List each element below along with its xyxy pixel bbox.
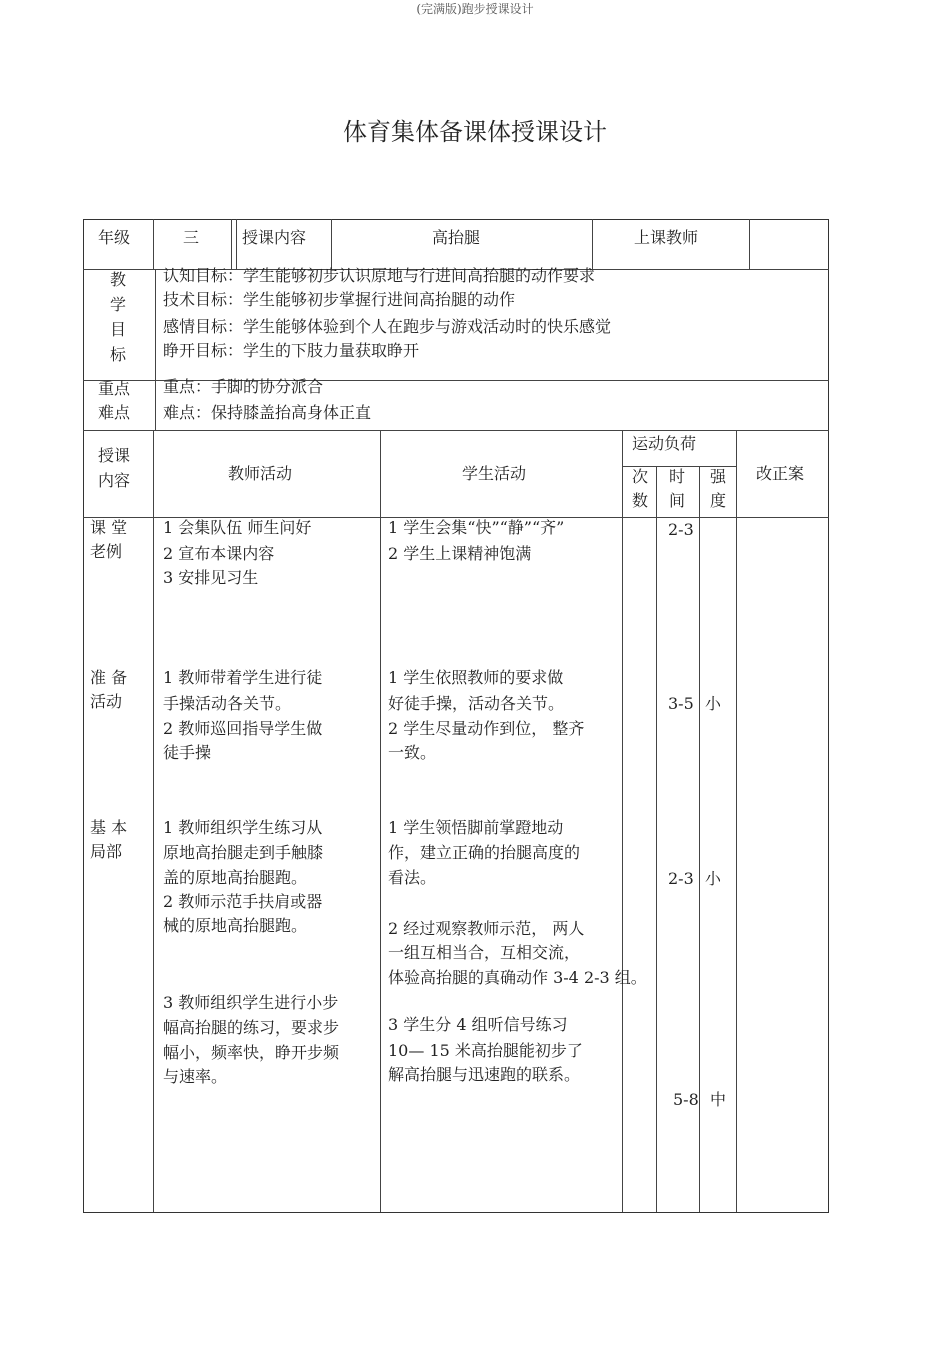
col-content-label-2: 内容 [98,471,131,490]
col-teacher-activity: 教师活动 [228,464,293,483]
col-time-2: 间 [669,491,686,510]
col-intensity-2: 度 [710,491,727,510]
col-exercise-load: 运动负荷 [632,434,697,453]
page-title: 体育集体备课体授课设计 [343,118,607,146]
col-content-label-1: 授课 [98,446,131,465]
goal-technical: 技术目标：学生能够初步掌握行进间高抬腿的动作 [163,290,516,309]
goal-cognitive: 认知目标：学生能够初步认识原地与行进间高抬腿的动作要求 [163,266,596,285]
keypoint-label-2: 难点 [98,403,131,422]
content-label: 授课内容 [242,228,307,247]
content-value: 高抬腿 [432,228,481,247]
teacher-label: 上课教师 [634,228,699,247]
col-count-1: 次 [632,467,649,486]
keypoint-focus: 重点：手脚的协分派合 [163,377,324,396]
page-header: (完满版)跑步授课设计 [416,2,534,16]
col-count-2: 数 [632,491,649,510]
col-revision: 改正案 [756,464,805,483]
keypoint-difficulty: 难点：保持膝盖抬高身体正直 [163,403,372,422]
col-student-activity: 学生活动 [462,464,527,483]
grade-value: 三 [183,228,200,247]
col-intensity-1: 强 [710,467,727,486]
grade-label: 年级 [98,228,131,247]
goal-emotional: 感情目标：学生能够体验到个人在跑步与游戏活动时的快乐感觉 [163,317,612,336]
col-time-1: 时 [669,467,686,486]
keypoint-label-1: 重点 [98,379,131,398]
goals-label: 教 学 目 标 [109,270,126,364]
goal-development: 睁开目标：学生的下肢力量获取睁开 [163,341,420,360]
